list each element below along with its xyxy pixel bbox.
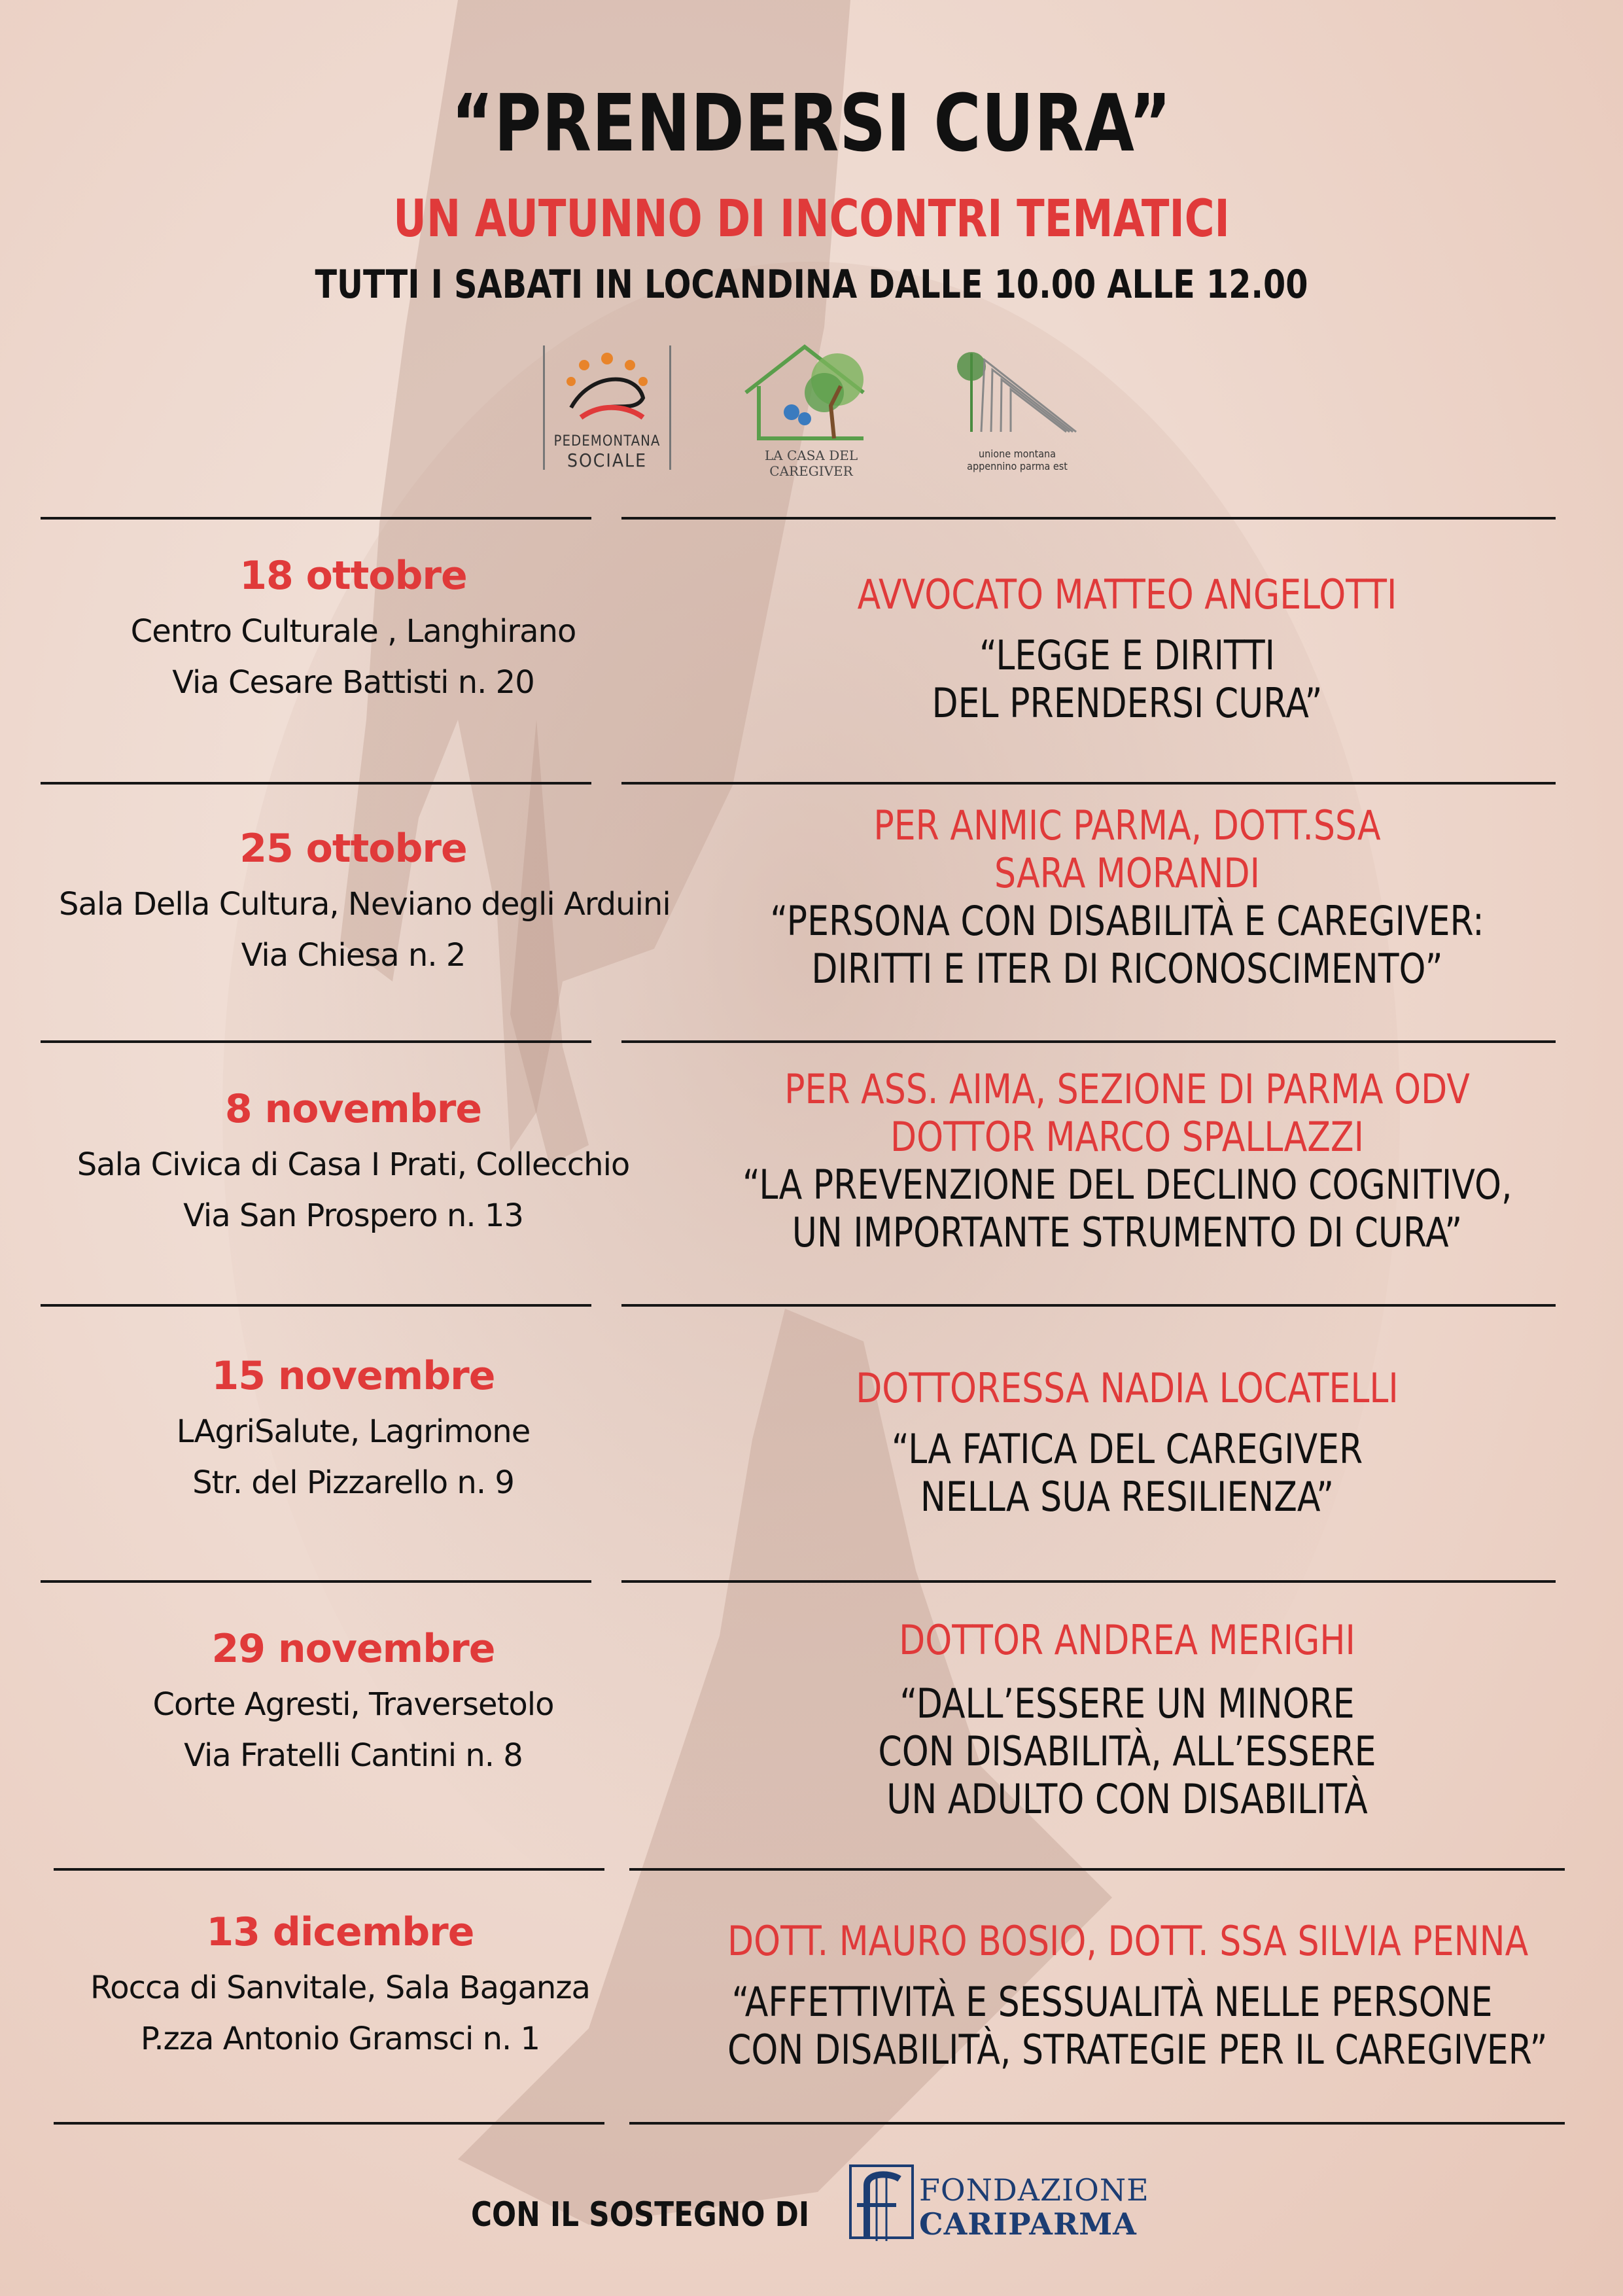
- event-venue: Corte Agresti, Traversetolo: [152, 1686, 554, 1723]
- event-speaker: DOTT. MAURO BOSIO, DOTT. SSA SILVIA PENNA: [727, 1917, 1529, 1965]
- event-location: [59, 1353, 648, 1501]
- event-topic: UN IMPORTANTE STRUMENTO DI CURA”: [792, 1209, 1463, 1256]
- event-talk: [654, 1917, 1570, 2074]
- event-date: 18 ottobre: [239, 553, 467, 599]
- event-venue: Rocca di Sanvitale, Sala Baganza: [90, 1969, 590, 2006]
- event-location: [59, 553, 648, 701]
- event-date: 13 dicembre: [206, 1909, 474, 1955]
- event-topic: “LEGGE E DIRITTI: [979, 631, 1276, 679]
- casa-del-caregiver-logo: [733, 340, 890, 479]
- fondazione-emblem-icon: [844, 2159, 929, 2251]
- event-talk: [669, 802, 1585, 993]
- event-topic: “LA FATICA DEL CAREGIVER: [891, 1425, 1363, 1473]
- event-location: [59, 1086, 648, 1234]
- separator-line: [54, 1868, 604, 1871]
- event-speaker: AVVOCATO MATTEO ANGELOTTI: [857, 571, 1397, 618]
- pedemontana-text: PEDEMONTANA: [553, 433, 661, 450]
- event-venue: LAgriSalute, Lagrimone: [176, 1413, 531, 1450]
- separator-line: [621, 782, 1556, 785]
- event-address: Str. del Pizzarello n. 9: [192, 1464, 514, 1501]
- event-date: 8 novembre: [224, 1086, 482, 1132]
- event-topic: CON DISABILITÀ, STRATEGIE PER IL CAREGIVER”: [727, 2026, 1548, 2074]
- partner-logos: [0, 340, 1623, 479]
- appennino-text: appennino parma est: [967, 460, 1068, 472]
- event-topic: DIRITTI E ITER DI RICONOSCIMENTO”: [811, 945, 1443, 993]
- casa-caregiver-text: LA CASA DEL CAREGIVER: [764, 448, 858, 479]
- event-topic: NELLA SUA RESILIENZA”: [920, 1473, 1335, 1521]
- event-talk: [669, 1616, 1585, 1823]
- pedemontana-symbol-icon: [545, 345, 669, 431]
- event-address: Via Cesare Battisti n. 20: [172, 664, 534, 701]
- separator-line: [621, 1040, 1556, 1043]
- fondazione-text: FONDAZIONE: [919, 2172, 1149, 2208]
- separator-line: [41, 1040, 591, 1043]
- event-speaker: PER ASS. AIMA, SEZIONE DI PARMA ODV: [784, 1065, 1470, 1113]
- mountain-tree-icon: [945, 340, 1089, 445]
- event-topic: “LA PREVENZIONE DEL DECLINO COGNITIVO,: [742, 1161, 1512, 1209]
- event-location: [46, 1909, 635, 2057]
- event-speaker: SARA MORANDI: [994, 849, 1260, 897]
- separator-line: [621, 1580, 1556, 1583]
- separator-line: [54, 2122, 604, 2125]
- separator-line: [41, 782, 591, 785]
- event-date: 15 novembre: [211, 1353, 495, 1399]
- event-topic: UN ADULTO CON DISABILITÀ: [886, 1775, 1368, 1823]
- event-location: [59, 1626, 648, 1774]
- separator-line: [629, 1868, 1565, 1871]
- event-speaker: DOTTORESSA NADIA LOCATELLI: [856, 1364, 1399, 1412]
- separator-line: [629, 2122, 1565, 2125]
- house-tree-icon: [733, 340, 890, 445]
- event-address: P.zza Antonio Gramsci n. 1: [140, 2021, 540, 2057]
- pedemontana-sociale-logo: [543, 345, 671, 470]
- separator-line: [621, 517, 1556, 520]
- poster-tagline: TUTTI I SABATI IN LOCANDINA DALLE 10.00 ALLE 12.00: [315, 262, 1308, 308]
- event-date: 29 novembre: [211, 1626, 495, 1672]
- event-venue: Sala Della Cultura, Neviano degli Arduini: [59, 886, 671, 923]
- event-speaker: DOTTOR ANDREA MERIGHI: [899, 1616, 1355, 1664]
- event-topic: CON DISABILITÀ, ALL’ESSERE: [878, 1727, 1376, 1775]
- fondazione-cariparma-logo: [844, 2159, 1158, 2251]
- separator-line: [41, 1304, 591, 1307]
- event-topic: “DALL’ESSERE UN MINORE: [899, 1680, 1355, 1727]
- event-speaker: PER ANMIC PARMA, DOTT.SSA: [873, 802, 1381, 849]
- event-location: [59, 826, 671, 974]
- sponsor-caption: CON IL SOSTEGNO DI: [471, 2195, 810, 2234]
- separator-line: [621, 1304, 1556, 1307]
- event-venue: Sala Civica di Casa I Prati, Collecchio: [77, 1146, 630, 1183]
- cariparma-text: CARIPARMA: [919, 2206, 1137, 2242]
- event-topic: DEL PRENDERSI CURA”: [932, 679, 1323, 727]
- event-date: 25 ottobre: [239, 826, 467, 872]
- event-topic: “AFFETTIVITÀ E SESSUALITÀ NELLE PERSONE: [731, 1978, 1493, 2026]
- event-talk: [669, 1065, 1585, 1256]
- poster-subtitle: UN AUTUNNO DI INCONTRI TEMATICI: [393, 190, 1230, 249]
- separator-line: [41, 1580, 591, 1583]
- event-topic: “PERSONA CON DISABILITÀ E CAREGIVER:: [770, 897, 1484, 945]
- event-address: Via Chiesa n. 2: [241, 937, 466, 974]
- event-talk: [669, 1364, 1585, 1521]
- event-speaker: DOTTOR MARCO SPALLAZZI: [890, 1113, 1364, 1161]
- event-address: Via San Prospero n. 13: [183, 1197, 523, 1234]
- event-venue: Centro Culturale , Langhirano: [130, 613, 576, 650]
- event-talk: [669, 571, 1585, 727]
- poster-title: “PRENDERSI CURA”: [451, 79, 1172, 169]
- separator-line: [41, 517, 591, 520]
- sociale-text: SOCIALE: [567, 450, 647, 471]
- event-address: Via Fratelli Cantini n. 8: [184, 1737, 523, 1774]
- unione-montana-text: unione montana: [979, 448, 1056, 460]
- unione-montana-logo: [942, 340, 1092, 471]
